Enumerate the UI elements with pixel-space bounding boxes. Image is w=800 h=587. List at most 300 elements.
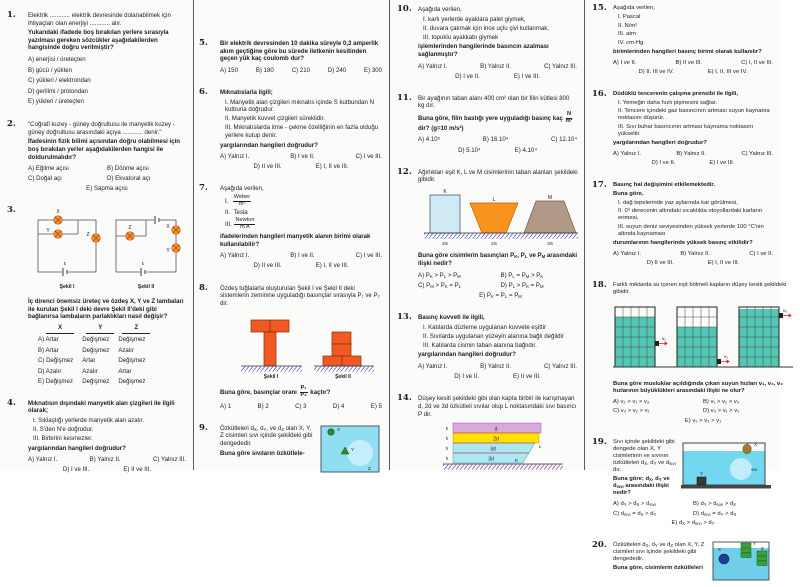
svg-text:Z: Z bbox=[761, 545, 764, 551]
statement-item: III. atm bbox=[618, 31, 636, 37]
option: A) $d_Y > d_X > d_{sıvı}$ bbox=[613, 501, 656, 507]
question-text: Buna göre sıvıların özkütlele- bbox=[220, 449, 305, 457]
statement-item: I. Katılarda düzleme uygulanan kuvvete eşittir bbox=[423, 323, 546, 331]
question-text: Buna göre, basınçlar oranı $\frac{\text{P₁}}{\text{P₂}}$ kaçtır? bbox=[220, 384, 331, 398]
option: Değişmez bbox=[82, 336, 110, 344]
density-objects-figure bbox=[711, 540, 773, 582]
question bbox=[592, 89, 780, 170]
brick-tower-2 bbox=[314, 332, 374, 380]
question-body bbox=[28, 205, 193, 387]
svg-text:X: X bbox=[56, 209, 60, 216]
options bbox=[418, 63, 577, 81]
question-number: 3. bbox=[7, 205, 16, 216]
option: C) 210 bbox=[291, 66, 310, 74]
question-number: 5. bbox=[199, 38, 208, 48]
question bbox=[592, 279, 788, 428]
option: A) Yalnız I. bbox=[613, 250, 642, 257]
svg-text:Şekil I: Şekil I bbox=[263, 374, 279, 381]
question-text: Bir elektrik devresinden 10 dakika süreyle 0,3 amperlik akım geçtiğine göre bu sürede iletkenin kesitinden geçen yük kaç coulomb dur? bbox=[220, 40, 379, 63]
question bbox=[199, 423, 389, 480]
option: D) gerilimi / protondan bbox=[28, 87, 88, 95]
statement-item: I. Pascal bbox=[618, 14, 641, 20]
statement-item: I. Sıklaştığı yerlerde manyetik alan azalır. bbox=[33, 416, 145, 424]
object-y bbox=[741, 543, 751, 558]
option: B) Yalnız II. bbox=[89, 456, 121, 464]
question-number: 17. bbox=[592, 179, 607, 190]
layered-liquids-figure bbox=[423, 421, 573, 483]
svg-text:Y: Y bbox=[166, 248, 170, 255]
svg-text:Y: Y bbox=[46, 228, 50, 235]
svg-text:d: d bbox=[494, 426, 497, 433]
svg-text:M: M bbox=[547, 194, 553, 201]
object-y bbox=[697, 477, 706, 485]
statement-item: IV. cm-Hg bbox=[618, 39, 644, 46]
option: D) $d_{sıvı} = d_Y > d_X$ bbox=[693, 510, 737, 517]
option: D) I ve II. bbox=[651, 160, 676, 166]
statement-item: III. Sıvı buhar basıncının artması kaynama noktasını yükseltir. bbox=[618, 123, 754, 137]
column-2 bbox=[194, 0, 389, 470]
option: A) 4.10⁵ bbox=[418, 136, 441, 144]
question-body bbox=[220, 183, 389, 272]
lamp-z-icon bbox=[92, 234, 100, 242]
options bbox=[220, 252, 382, 270]
circuit-diagrams-figure bbox=[32, 208, 182, 292]
option: A) Yalnız I. bbox=[220, 252, 250, 260]
option: E) I, II ve III. bbox=[315, 262, 349, 270]
statement-item: I. $\frac{\text{Weber}}{\text{m²}}$ bbox=[225, 194, 251, 207]
question-body bbox=[220, 38, 389, 77]
options bbox=[220, 403, 382, 411]
svg-text:X: X bbox=[718, 546, 722, 552]
option: E) Sapma açısı bbox=[86, 185, 128, 193]
options bbox=[28, 165, 186, 193]
svg-text:2S: 2S bbox=[491, 241, 497, 247]
question-number: 12. bbox=[397, 166, 412, 177]
option: D) II, III ve IV. bbox=[638, 69, 674, 75]
statement-item: I. dağ tepelerinde yaz aylarında kar görülmesi, bbox=[618, 199, 738, 206]
option: A) $P_K > P_L > P_M$ bbox=[418, 271, 461, 279]
figure-q18 bbox=[613, 299, 793, 378]
option: C) I ve II. bbox=[749, 250, 773, 257]
option: E) I, II ve III. bbox=[707, 260, 740, 266]
svg-text:L: L bbox=[492, 196, 496, 203]
option: E) 5 bbox=[370, 402, 382, 410]
question-text: durumlarının hangilerinde yüksek basınç etkilidir? bbox=[613, 239, 753, 246]
question-body bbox=[418, 312, 584, 383]
question-text: Aşağıda verilen, bbox=[220, 185, 264, 193]
options bbox=[220, 67, 382, 75]
question-text: Basınç hal değişimini etkilemektedir. bbox=[613, 181, 715, 188]
question-text: Buna göre; $d_X$, $d_Y$ ve $d_{sıvı}$ arasındaki ilişki nedir? bbox=[613, 476, 670, 496]
svg-text:v₁: v₁ bbox=[662, 335, 666, 341]
statement-item: II. duvara çakmak için ince uçlu çivi kullanmak, bbox=[423, 24, 549, 32]
option: C) $P_M > P_K = P_L$ bbox=[418, 281, 462, 289]
option: B) Artar bbox=[38, 346, 59, 354]
option: E) $P_K = P_L = P_M$ bbox=[479, 291, 522, 299]
question-body bbox=[418, 4, 584, 83]
question bbox=[397, 4, 584, 83]
svg-text:ε: ε bbox=[141, 261, 145, 268]
question bbox=[397, 167, 584, 302]
question-body bbox=[220, 283, 389, 413]
option: C) yükleri / elektrondan bbox=[28, 77, 91, 85]
question-text: Özkütleleri $d_X$, $d_Y$ ve $d_Z$ olan X, Y, Z cisimleri sıvı içinde şekildeki gibi dengededir. bbox=[613, 541, 705, 562]
option: B) gücü / yükten bbox=[28, 66, 73, 74]
option: A) Yalnız I. bbox=[220, 153, 250, 161]
question bbox=[7, 119, 193, 195]
battery-icon bbox=[154, 216, 160, 224]
option: B) II ve III. bbox=[675, 59, 703, 66]
statement-item: I. karlı yerlerde ayaklara palet giymek, bbox=[423, 15, 526, 23]
question-number: 14. bbox=[397, 393, 412, 404]
svg-text:X: X bbox=[337, 426, 341, 432]
object-z bbox=[757, 551, 767, 566]
object-x bbox=[719, 554, 729, 564]
options bbox=[418, 136, 577, 154]
question-number: 1. bbox=[7, 10, 16, 20]
brick-tower-1 bbox=[241, 320, 302, 380]
svg-text:Y: Y bbox=[351, 446, 355, 452]
statement-item: II. Sıvılarda uygulanan yüzeyin alanına bağlı değildir bbox=[423, 332, 564, 340]
statement-item: II. N/m² bbox=[618, 22, 638, 29]
question bbox=[7, 398, 193, 477]
option: E) I ve III. bbox=[513, 72, 540, 80]
option: A) 1 bbox=[220, 402, 232, 410]
figure-q20 bbox=[711, 540, 773, 585]
question-body bbox=[418, 93, 584, 157]
svg-text:ε: ε bbox=[63, 261, 67, 268]
option: Artar bbox=[82, 357, 96, 365]
question bbox=[199, 87, 389, 173]
option: Azalır bbox=[82, 367, 98, 375]
statement-item: III. topuklu ayakkabı giymek bbox=[423, 33, 499, 41]
option: C) I, II ve III. bbox=[741, 59, 773, 66]
object-m bbox=[524, 201, 576, 233]
option: B) $P_L = P_M > P_K$ bbox=[500, 271, 544, 279]
question-number: 10. bbox=[397, 4, 412, 14]
svg-text:3S: 3S bbox=[547, 241, 553, 247]
option: D) 4 bbox=[332, 402, 345, 410]
option: C) 12.10⁴ bbox=[551, 136, 577, 144]
option: A) Artar bbox=[38, 336, 59, 344]
statement-item: I. Yemeğin daha hızlı pişmesini sağlar. bbox=[618, 99, 718, 106]
statement-item: III. Birbirini kesmezler. bbox=[33, 435, 93, 442]
option: A) Yalnız I. bbox=[418, 62, 448, 70]
option: B) Yalnız II. bbox=[676, 150, 707, 157]
question-number: 15. bbox=[592, 3, 607, 13]
option: D) Azalır bbox=[38, 367, 62, 375]
option: D) 5.10⁴ bbox=[458, 146, 481, 154]
statement-item: II. Tesla bbox=[225, 209, 248, 217]
option: C) Yalnız III. bbox=[153, 456, 186, 464]
option: D) I ve II. bbox=[454, 373, 479, 381]
figure-q19 bbox=[681, 437, 773, 496]
option: C) 3 bbox=[295, 402, 307, 410]
question-text: yargılarından hangileri doğrudur? bbox=[418, 351, 516, 359]
option: C) v₃ > v₂ > v₁ bbox=[613, 408, 650, 414]
option: B) Yalnız II. bbox=[480, 62, 512, 70]
option: Değişmez bbox=[118, 357, 146, 365]
battery-icon bbox=[62, 268, 68, 276]
option: C) Doğal açı bbox=[28, 175, 62, 183]
question bbox=[397, 393, 584, 488]
column-3 bbox=[390, 0, 584, 470]
svg-text:X: X bbox=[166, 224, 170, 231]
option: B) I ve II. bbox=[290, 153, 315, 161]
option: E) $d_X > d_{sıvı} > d_Y$ bbox=[671, 520, 715, 526]
options bbox=[613, 399, 793, 425]
question-body bbox=[28, 398, 193, 477]
question-text: İç direnci önemsiz üreteç ve özdeş X, Y ve Z lambaları ile kurulan Şekil I deki devre Şekil II'deki gibi bağlanırsa lambaların parlaklıkları nasıl değişir? bbox=[28, 298, 184, 321]
svg-text:h: h bbox=[445, 456, 448, 462]
column-1 bbox=[0, 0, 193, 474]
option: E) II ve III. bbox=[123, 466, 152, 474]
base-area-objects-figure bbox=[418, 187, 583, 247]
question-number: 2. bbox=[7, 119, 16, 130]
statement-item: III. suyun deniz seviyesinden yüksek yerlerde 100 °C'nin altında kaynaması bbox=[618, 223, 764, 237]
question-text: İfadesinin fizik bilimi açısından doğru olabilmesi için boş bırakılan yerler aşağıdakilerden hangisi ile doldurulmalıdır? bbox=[28, 138, 181, 161]
options-table: X Y Z A) Artar Değişmez Değişmez B) Artar Değişmez Azalır C) Değişmez Artar Değişmez D) Azalır Azalır Artar E) Değişmez Değişmez Değişmez bbox=[38, 324, 154, 388]
figure-q8 bbox=[220, 310, 382, 383]
column-4 bbox=[585, 0, 788, 571]
svg-text:K: K bbox=[443, 188, 447, 195]
statement-item: III. $\frac{\text{Newton}}{\text{m A}}$ bbox=[225, 217, 255, 231]
option: B) 16.10⁴ bbox=[482, 136, 509, 144]
svg-text:2S: 2S bbox=[442, 241, 448, 247]
svg-text:Şekil II: Şekil II bbox=[137, 284, 155, 291]
option: D) II ve III. bbox=[253, 163, 282, 171]
brick-towers-figure bbox=[226, 310, 376, 380]
question-text: Mıknatıslarla ilgili; bbox=[220, 88, 273, 96]
question-text: Aşağıda verilen, bbox=[613, 5, 655, 11]
figure-q12 bbox=[418, 187, 583, 250]
option: A) v₂ > v₁ > v₃ bbox=[613, 398, 650, 405]
option: E) 300 bbox=[364, 66, 382, 74]
options bbox=[418, 272, 583, 300]
liquid-equilibrium-figure bbox=[681, 437, 773, 493]
option: Değişmez bbox=[118, 378, 146, 386]
question-text: Buna göre musluklar açıldığında çıkan suyun hızları v₁, v₂, v₃ hızlarının büyüklükleri arasındaki ilişki ne olur? bbox=[613, 380, 783, 394]
option: Azalır bbox=[118, 346, 134, 354]
option: E) I ve III. bbox=[709, 160, 735, 166]
question-body bbox=[613, 437, 780, 530]
figure-q14 bbox=[418, 421, 577, 486]
options bbox=[613, 501, 773, 527]
option: B) I ve II. bbox=[290, 252, 315, 260]
option: Artar bbox=[118, 367, 132, 375]
question-body bbox=[613, 3, 780, 79]
question-body bbox=[613, 280, 800, 428]
statement-item: III. Mıknatıslarda itme - çekme özelliğinin en fazla olduğu yerlere kutup denir. bbox=[225, 124, 379, 139]
svg-text:L: L bbox=[538, 444, 542, 450]
question-number: 18. bbox=[592, 279, 607, 290]
question-text: Mıknatısın dışındaki manyetik alan çizgileri ile ilgili olarak; bbox=[28, 399, 175, 415]
question-body bbox=[613, 180, 780, 270]
option: D) I ve II. bbox=[455, 72, 480, 80]
question-number: 13. bbox=[397, 312, 412, 323]
option: B) Yalnız II. bbox=[480, 363, 512, 371]
option: D) $P_L > P_K = P_M$ bbox=[500, 281, 544, 289]
statement-item: II. Manyetik kuvvet çizgileri süreklidir. bbox=[225, 115, 325, 123]
option: A) Yalnız I. bbox=[28, 456, 58, 464]
question bbox=[592, 437, 780, 530]
question-number: 16. bbox=[592, 88, 607, 99]
option: D) 240 bbox=[327, 66, 347, 74]
option: A) Yalnız I. bbox=[418, 363, 448, 371]
water-tanks-figure bbox=[613, 299, 793, 375]
svg-text:Z: Z bbox=[368, 465, 371, 471]
svg-text:h: h bbox=[445, 446, 448, 452]
option: D) II ve III. bbox=[646, 260, 674, 266]
tank-3 bbox=[739, 307, 791, 367]
svg-text:K: K bbox=[514, 458, 518, 464]
question-text: Ağırlıkları eşit K, L ve M cisimlerinin taban alanları şekildeki gibidir. bbox=[418, 168, 578, 184]
question-body bbox=[418, 167, 590, 302]
svg-text:Y: Y bbox=[753, 540, 757, 546]
battery-icon bbox=[140, 268, 146, 276]
object-x bbox=[328, 429, 334, 435]
question-number: 7. bbox=[199, 183, 208, 194]
svg-text:v₂: v₂ bbox=[724, 353, 729, 359]
question-text: Bir ayağının taban alanı 400 cm² olan bir filin kütlesi 800 kg dır. bbox=[418, 94, 570, 110]
option: A) Yalnız I. bbox=[613, 150, 642, 157]
question-body bbox=[613, 540, 780, 587]
question-text: Düdüklü tencerenin çalışma prensibi ile ilgili, bbox=[613, 90, 739, 97]
question bbox=[592, 3, 780, 79]
column-divider bbox=[389, 0, 390, 470]
svg-text:Z: Z bbox=[128, 225, 132, 232]
option: A) I ve II. bbox=[613, 59, 637, 66]
option: B) $d_Y > d_{sıvı} > d_X$ bbox=[693, 501, 736, 507]
options bbox=[613, 151, 773, 168]
question-text: "Coğrafi kuzey - güney doğrultusu ile manyetik kuzey - güney doğrultusu arasındaki açıya ............ denir." bbox=[28, 121, 175, 136]
question bbox=[592, 540, 780, 587]
tank-1 bbox=[615, 307, 667, 367]
question bbox=[199, 38, 389, 77]
option: D) II ve III. bbox=[253, 262, 282, 270]
question-number: 19. bbox=[592, 437, 607, 447]
question-text: birimlerinden hangileri basınç birimi olarak kullanılır? bbox=[613, 48, 762, 55]
question-text: Özkütleleri $d_X$, $d_Y$, ve $d_Z$ olan X, Y, Z cisimleri sıvı içinde şekildeki gibi dengededir. bbox=[220, 424, 313, 447]
question-text: Sıvı içinde şekildeki gibi dengede olan X, Y cisimlerinin ve sıvının özkütleleri $d_X$, $d_Y$ ve $d_{sıvı}$ dır. bbox=[613, 439, 676, 473]
object-l bbox=[470, 203, 518, 233]
svg-text:h: h bbox=[445, 436, 448, 442]
svg-text:3d: 3d bbox=[487, 456, 494, 463]
option: E) I, II ve III. bbox=[315, 163, 349, 171]
question-body bbox=[613, 89, 780, 170]
svg-text:Şekil II: Şekil II bbox=[335, 374, 351, 381]
lamp-x-icon bbox=[172, 226, 180, 234]
question-number: 11. bbox=[397, 92, 412, 103]
figure-q3 bbox=[28, 208, 186, 295]
question-text: Buna göre, cisimlerin özkütleleri bbox=[613, 564, 703, 571]
circuit-2 bbox=[116, 216, 180, 290]
option: A) Eğilme açısı bbox=[28, 165, 69, 173]
svg-text:3d: 3d bbox=[489, 446, 496, 453]
question-text: Buna göre, filin bastığı yere uyguladığı basınç kaç $\frac{N}{\text{m²}}$ dir? (g=10 m/s²) bbox=[418, 111, 573, 132]
options bbox=[418, 363, 577, 381]
option: B) Dönme açısı bbox=[107, 165, 149, 173]
option: C) Değişmez bbox=[38, 357, 74, 365]
question-text: Basınç kuvveti ile ilgili, bbox=[418, 314, 485, 322]
column-divider bbox=[193, 0, 194, 470]
question-number: 6. bbox=[199, 86, 208, 97]
option: Değişmez bbox=[118, 336, 146, 344]
question-body bbox=[418, 393, 584, 488]
option: B) v₁ > v₂ > v₃ bbox=[703, 398, 740, 405]
column-divider bbox=[584, 0, 585, 470]
option: E) I, II, III ve IV. bbox=[707, 69, 748, 75]
options bbox=[28, 56, 186, 106]
question bbox=[397, 312, 584, 383]
object-x bbox=[743, 442, 751, 453]
option: C) Yalnız III. bbox=[544, 363, 577, 371]
question bbox=[592, 180, 780, 270]
liquid-container-figure bbox=[318, 423, 382, 475]
question-number: 20. bbox=[592, 539, 607, 550]
lamp-z-icon bbox=[126, 232, 134, 240]
question-text: ifadelerinden hangileri manyetik alanın birimi olarak kullanılabilir? bbox=[220, 233, 371, 248]
option: C) $d_{sıvı} = d_X > d_Y$ bbox=[613, 510, 657, 517]
options bbox=[613, 60, 773, 77]
svg-text:Şekil I: Şekil I bbox=[59, 284, 75, 291]
statement-item: I. Manyetik alan çizgileri mıknatıs içinde S kutbundan N kutbuna doğrudur. bbox=[225, 98, 375, 114]
question-text: Farklı miktarda su içeren eşit bölmeli kapların düşey kesiti şekildeki gibidir. bbox=[613, 281, 787, 295]
option: E) Değişmez bbox=[38, 378, 73, 386]
question-body bbox=[28, 10, 193, 109]
svg-text:h: h bbox=[445, 426, 448, 432]
question-body bbox=[220, 87, 389, 173]
option: D) Ekvatoral açı bbox=[107, 175, 151, 183]
question-text: yargılarından hangileri doğrudur? bbox=[613, 139, 707, 146]
question-body bbox=[220, 423, 389, 480]
question-text: işlemlerinden hangilerinde basıncın azalması sağlanmıştır? bbox=[418, 43, 549, 59]
option: E) yükleri / üreteçten bbox=[28, 98, 84, 106]
lamp-x-icon bbox=[54, 216, 62, 224]
svg-text:2d: 2d bbox=[492, 436, 499, 443]
statement-item: II. S'den N'e doğrudur. bbox=[33, 425, 94, 433]
question-body bbox=[28, 119, 193, 195]
option: Değişmez bbox=[82, 378, 110, 386]
option: B) Yalnız II. bbox=[680, 250, 710, 257]
option: C) I ve III. bbox=[355, 153, 382, 161]
option: A) 150 bbox=[220, 66, 238, 74]
option: A) enerjisi / üreteçten bbox=[28, 56, 86, 64]
svg-text:X: X bbox=[754, 442, 758, 447]
question bbox=[199, 283, 389, 413]
option: E) v₂ > v₃ > v₁ bbox=[684, 417, 722, 424]
option: C) Yalnız III. bbox=[544, 62, 577, 70]
question-text: yargılarından hangileri doğrudur? bbox=[28, 444, 126, 452]
circuit-1 bbox=[38, 209, 100, 290]
statement-item: III. Katılarda cismin taban alanına bağlıdır. bbox=[423, 341, 537, 349]
svg-text:Y: Y bbox=[700, 471, 704, 476]
option: E) II ve III. bbox=[512, 373, 541, 381]
question-number: 9. bbox=[199, 422, 208, 433]
object-k bbox=[430, 195, 460, 233]
option: C) I ve III. bbox=[355, 252, 382, 260]
option: C) Yalnız III. bbox=[741, 150, 773, 157]
option: Değişmez bbox=[82, 346, 110, 354]
option: E) 4.10⁴ bbox=[514, 146, 537, 154]
statement-item: II. Tencere içindeki gaz basıncının artması suyun kaynama noktasını düşürür. bbox=[618, 108, 770, 121]
lamp-y-icon bbox=[54, 230, 62, 238]
tank-2 bbox=[677, 307, 729, 367]
question-text: Elektrik ............ elektrik devresinde dolanabilmek için ihtiyaçları olan enerjiyi ............ alır. bbox=[28, 12, 171, 27]
option: D) v₃ > v₁ > v₂ bbox=[703, 408, 740, 414]
question-text: Düşey kesiti şekildeki gibi olan kapta birbiri ile karışmayan d, 2d ve 3d özkütleli sıvılar olup L noktasındaki sıvı basıncı P dir. bbox=[418, 395, 577, 418]
question-text: Aşağıda verilen, bbox=[418, 6, 462, 13]
